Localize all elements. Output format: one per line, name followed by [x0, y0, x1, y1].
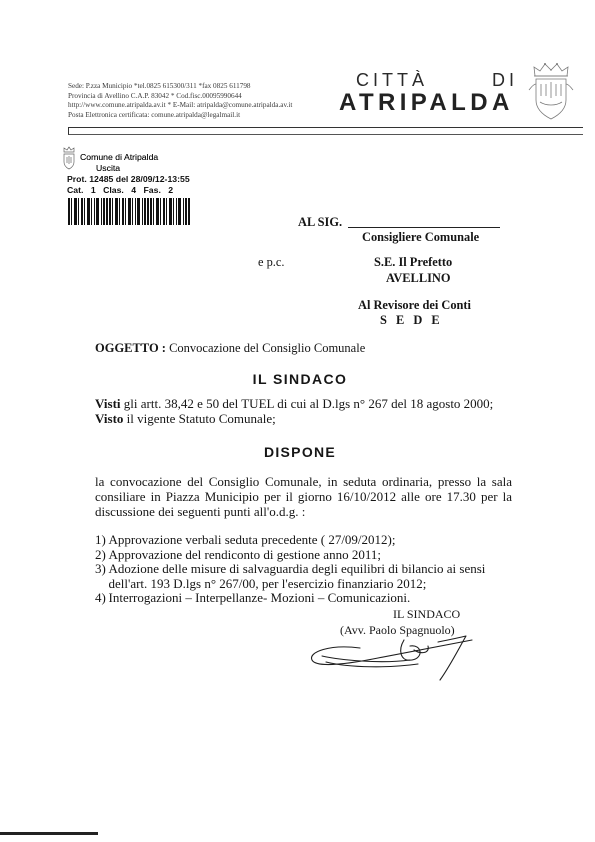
agenda-item-text: Interrogazioni – Interpellanze- Mozioni – Comunicazioni. [108, 590, 411, 605]
agenda-item-number: 1) [95, 532, 106, 547]
city-name: ATRIPALDA [339, 89, 514, 116]
agenda-item-number: 3) [95, 561, 106, 576]
mayor-heading: IL SINDACO [252, 371, 348, 387]
consideration-keyword: Visti [95, 396, 121, 411]
cc-prefect: S.E. Il Prefetto [374, 255, 453, 269]
signature-title: IL SINDACO [393, 607, 461, 621]
handwritten-signature [300, 630, 480, 688]
letterhead-address [68, 82, 292, 120]
recipient-role: Consigliere Comunale [362, 230, 480, 244]
cc-city: AVELLINO [386, 271, 451, 285]
cc-auditor-place: S E D E [380, 313, 443, 327]
letterhead-rule [68, 127, 583, 135]
agenda-item [95, 532, 395, 547]
agenda-item-number: 2) [95, 547, 106, 562]
decision-line: discussione dei seguenti punti all'o.d.g. : [95, 504, 306, 519]
stamp-protocol-number: Prot. 12485 del 28/09/12-13:55 [67, 174, 190, 184]
agenda-item [95, 561, 485, 576]
address-line: Provincia di Avellino C.A.P. 83042 * Cod.fisc.00095990644 [68, 91, 242, 100]
barcode [68, 198, 190, 225]
decision-heading: DISPONE [263, 444, 337, 460]
consideration-text: gli artt. 38,42 e 50 del TUEL di cui al D.lgs n° 267 del 18 agosto 2000; [123, 396, 494, 411]
agenda-item-continuation: dell'art. 193 D.lgs n° 267/00, per l'esercizio finanziario 2012; [108, 576, 427, 591]
decision-line: la convocazione del Consiglio Comunale, in seduta ordinaria, presso la sala [95, 474, 512, 489]
agenda-item-number: 4) [95, 590, 106, 605]
address-line: http://www.comune.atripalda.av.it * E-Mail: atripalda@comune.atripalda.av.it [68, 101, 293, 110]
consideration-line [95, 411, 276, 426]
stamp-classification: Cat. 1 Clas. 4 Fas. 2 [67, 185, 174, 195]
scan-edge-mark [0, 832, 98, 835]
recipient-label: AL SIG. [298, 215, 343, 229]
consideration-keyword: Visto [95, 411, 124, 426]
agenda-item-text: Approvazione del rendiconto di gestione anno 2011; [108, 547, 381, 562]
subject-label: OGGETTO : [95, 341, 166, 355]
subject-text: Convocazione del Consiglio Comunale [169, 341, 366, 355]
recipient-name-blank-line [348, 227, 500, 228]
stamp-direction: Uscita [96, 163, 121, 173]
city-prefix: CITTÀ DI [356, 70, 518, 90]
address-line: Sede: P.zza Municipio *tel.0825 615300/311 *fax 0825 611798 [68, 82, 251, 90]
cc-label: e p.c. [258, 255, 285, 269]
agenda-item-text: Approvazione verbali seduta precedente ( 27/09/2012); [108, 532, 396, 547]
consideration-text: il vigente Statuto Comunale; [126, 411, 276, 426]
cc-auditor: Al Revisore dei Conti [358, 298, 471, 312]
municipal-crest-icon [61, 146, 77, 170]
agenda-item [95, 547, 381, 562]
decision-line: consiliare in Piazza Municipio per il giorno 16/10/2012 alle ore 17.30 per la [95, 489, 512, 504]
signature-name: (Avv. Paolo Spagnuolo) [340, 623, 455, 637]
consideration-line [95, 396, 493, 411]
coat-of-arms-icon [526, 60, 576, 122]
subject-line [95, 340, 365, 356]
agenda-item [95, 590, 410, 605]
address-line: Posta Elettronica certificata: comune.atripalda@legalmail.it [68, 110, 241, 119]
stamp-office: Comune di Atripalda [80, 152, 159, 162]
agenda-item-text: Adozione delle misure di salvaguardia degli equilibri di bilancio ai sensi [108, 561, 486, 576]
